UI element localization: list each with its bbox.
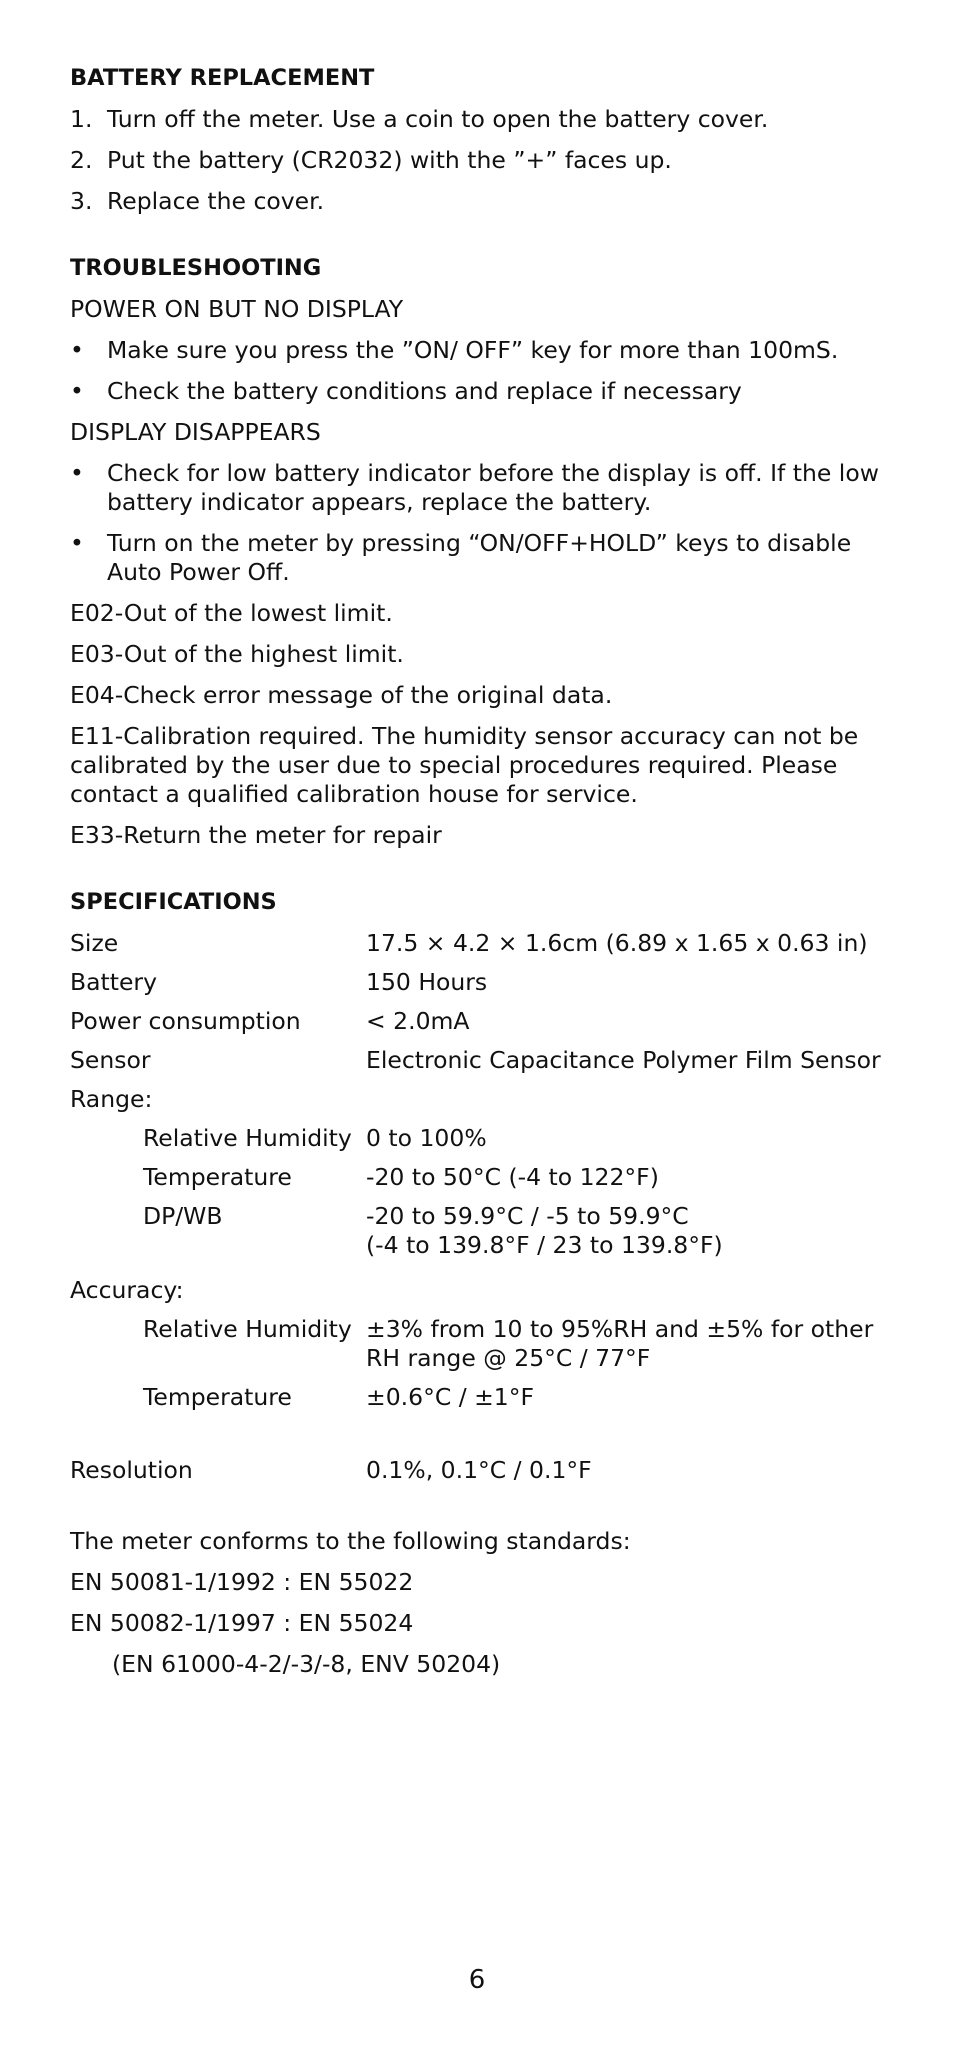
spec-row-size bbox=[70, 929, 900, 958]
spec-label: Relative Humidity bbox=[143, 1124, 352, 1152]
spec-row-range bbox=[70, 1085, 900, 1114]
list-text: Make sure you press the ”ON/ OFF” key for more than 100mS. bbox=[107, 336, 839, 364]
troubleshooting-heading: TROUBLESHOOTING bbox=[70, 255, 322, 281]
error-code: E04-Check error message of the original data. bbox=[70, 681, 613, 709]
list-number: 2. bbox=[70, 146, 93, 174]
display-subheading: DISPLAY DISAPPEARS bbox=[70, 418, 321, 446]
section-gap bbox=[70, 1495, 900, 1527]
spec-value: ±0.6°C / ±1°F bbox=[366, 1383, 534, 1411]
list-item bbox=[70, 146, 900, 175]
list-item bbox=[70, 377, 900, 406]
spec-row-range-rh bbox=[70, 1124, 900, 1153]
spec-value bbox=[366, 1202, 900, 1260]
spec-label: Sensor bbox=[70, 1046, 151, 1074]
spec-row-battery bbox=[70, 968, 900, 997]
spec-value-line: RH range @ 25°C / 77°F bbox=[366, 1344, 651, 1372]
spec-value-line: ±3% from 10 to 95%RH and ±5% for other bbox=[366, 1315, 874, 1343]
spec-label: Battery bbox=[70, 968, 157, 996]
specifications-heading: SPECIFICATIONS bbox=[70, 889, 277, 915]
spec-row-sensor bbox=[70, 1046, 900, 1075]
section-gap bbox=[70, 228, 900, 254]
bullet-icon: • bbox=[70, 336, 84, 364]
spec-row-range-temp bbox=[70, 1163, 900, 1192]
bullet-icon: • bbox=[70, 459, 84, 487]
standards-line: (EN 61000-4-2/-3/-8, ENV 50204) bbox=[112, 1650, 501, 1678]
error-code: E11-Calibration required. The humidity sensor accuracy can not be calibrated by the user due to special procedures required. Please contact a qualified calibration house for service. bbox=[70, 722, 859, 808]
spec-value: < 2.0mA bbox=[366, 1007, 470, 1035]
spec-value-line: (-4 to 139.8°F / 23 to 139.8°F) bbox=[366, 1231, 723, 1259]
manual-page bbox=[70, 64, 900, 1691]
spec-label: Accuracy: bbox=[70, 1276, 184, 1304]
list-number: 3. bbox=[70, 187, 93, 215]
spec-label: DP/WB bbox=[143, 1202, 223, 1230]
spec-label: Resolution bbox=[70, 1456, 193, 1484]
spec-label: Relative Humidity bbox=[143, 1315, 352, 1343]
spec-row-resolution bbox=[70, 1456, 900, 1485]
list-text: Check for low battery indicator before the display is off. If the low battery indicator appears, replace the battery. bbox=[107, 459, 879, 516]
standards-line: EN 50082-1/1997 : EN 55024 bbox=[70, 1609, 414, 1637]
spec-label: Temperature bbox=[143, 1163, 292, 1191]
spec-row-range-dpwb bbox=[70, 1202, 900, 1260]
spec-value: 0.1%, 0.1°C / 0.1°F bbox=[366, 1456, 592, 1484]
battery-heading: BATTERY REPLACEMENT bbox=[70, 65, 375, 91]
spec-value: Electronic Capacitance Polymer Film Sensor bbox=[366, 1046, 881, 1074]
bullet-icon: • bbox=[70, 529, 84, 557]
spec-label: Size bbox=[70, 929, 119, 957]
list-item bbox=[70, 336, 900, 365]
list-text: Turn off the meter. Use a coin to open the battery cover. bbox=[107, 105, 769, 133]
spec-value: -20 to 50°C (-4 to 122°F) bbox=[366, 1163, 659, 1191]
spec-row-power bbox=[70, 1007, 900, 1036]
spec-label: Power consumption bbox=[70, 1007, 301, 1035]
spec-label: Range: bbox=[70, 1085, 153, 1113]
spec-value: 17.5 × 4.2 × 1.6cm (6.89 x 1.65 x 0.63 in) bbox=[366, 929, 868, 957]
standards-intro: The meter conforms to the following standards: bbox=[70, 1527, 631, 1555]
error-code: E02-Out of the lowest limit. bbox=[70, 599, 393, 627]
list-item bbox=[70, 105, 900, 134]
standards-line: EN 50081-1/1992 : EN 55022 bbox=[70, 1568, 414, 1596]
error-code: E33-Return the meter for repair bbox=[70, 821, 442, 849]
spec-value-line: -20 to 59.9°C / -5 to 59.9°C bbox=[366, 1202, 689, 1230]
list-text: Turn on the meter by pressing “ON/OFF+HOLD” keys to disable Auto Power Off. bbox=[107, 529, 852, 586]
bullet-icon: • bbox=[70, 377, 84, 405]
spec-row-acc-rh bbox=[70, 1315, 900, 1373]
spec-value bbox=[366, 1315, 900, 1373]
spec-value: 150 Hours bbox=[366, 968, 488, 996]
list-text: Put the battery (CR2032) with the ”+” faces up. bbox=[107, 146, 672, 174]
error-code: E03-Out of the highest limit. bbox=[70, 640, 404, 668]
list-item bbox=[70, 187, 900, 216]
section-gap bbox=[70, 862, 900, 888]
spec-value: 0 to 100% bbox=[366, 1124, 487, 1152]
spec-row-acc-temp bbox=[70, 1383, 900, 1412]
list-item bbox=[70, 459, 900, 517]
spec-label: Temperature bbox=[143, 1383, 292, 1411]
page-number: 6 bbox=[468, 1965, 486, 1995]
spec-row-accuracy bbox=[70, 1276, 900, 1305]
power-subheading: POWER ON BUT NO DISPLAY bbox=[70, 295, 404, 323]
list-item bbox=[70, 529, 900, 587]
list-text: Check the battery conditions and replace if necessary bbox=[107, 377, 742, 405]
list-number: 1. bbox=[70, 105, 93, 133]
list-text: Replace the cover. bbox=[107, 187, 325, 215]
